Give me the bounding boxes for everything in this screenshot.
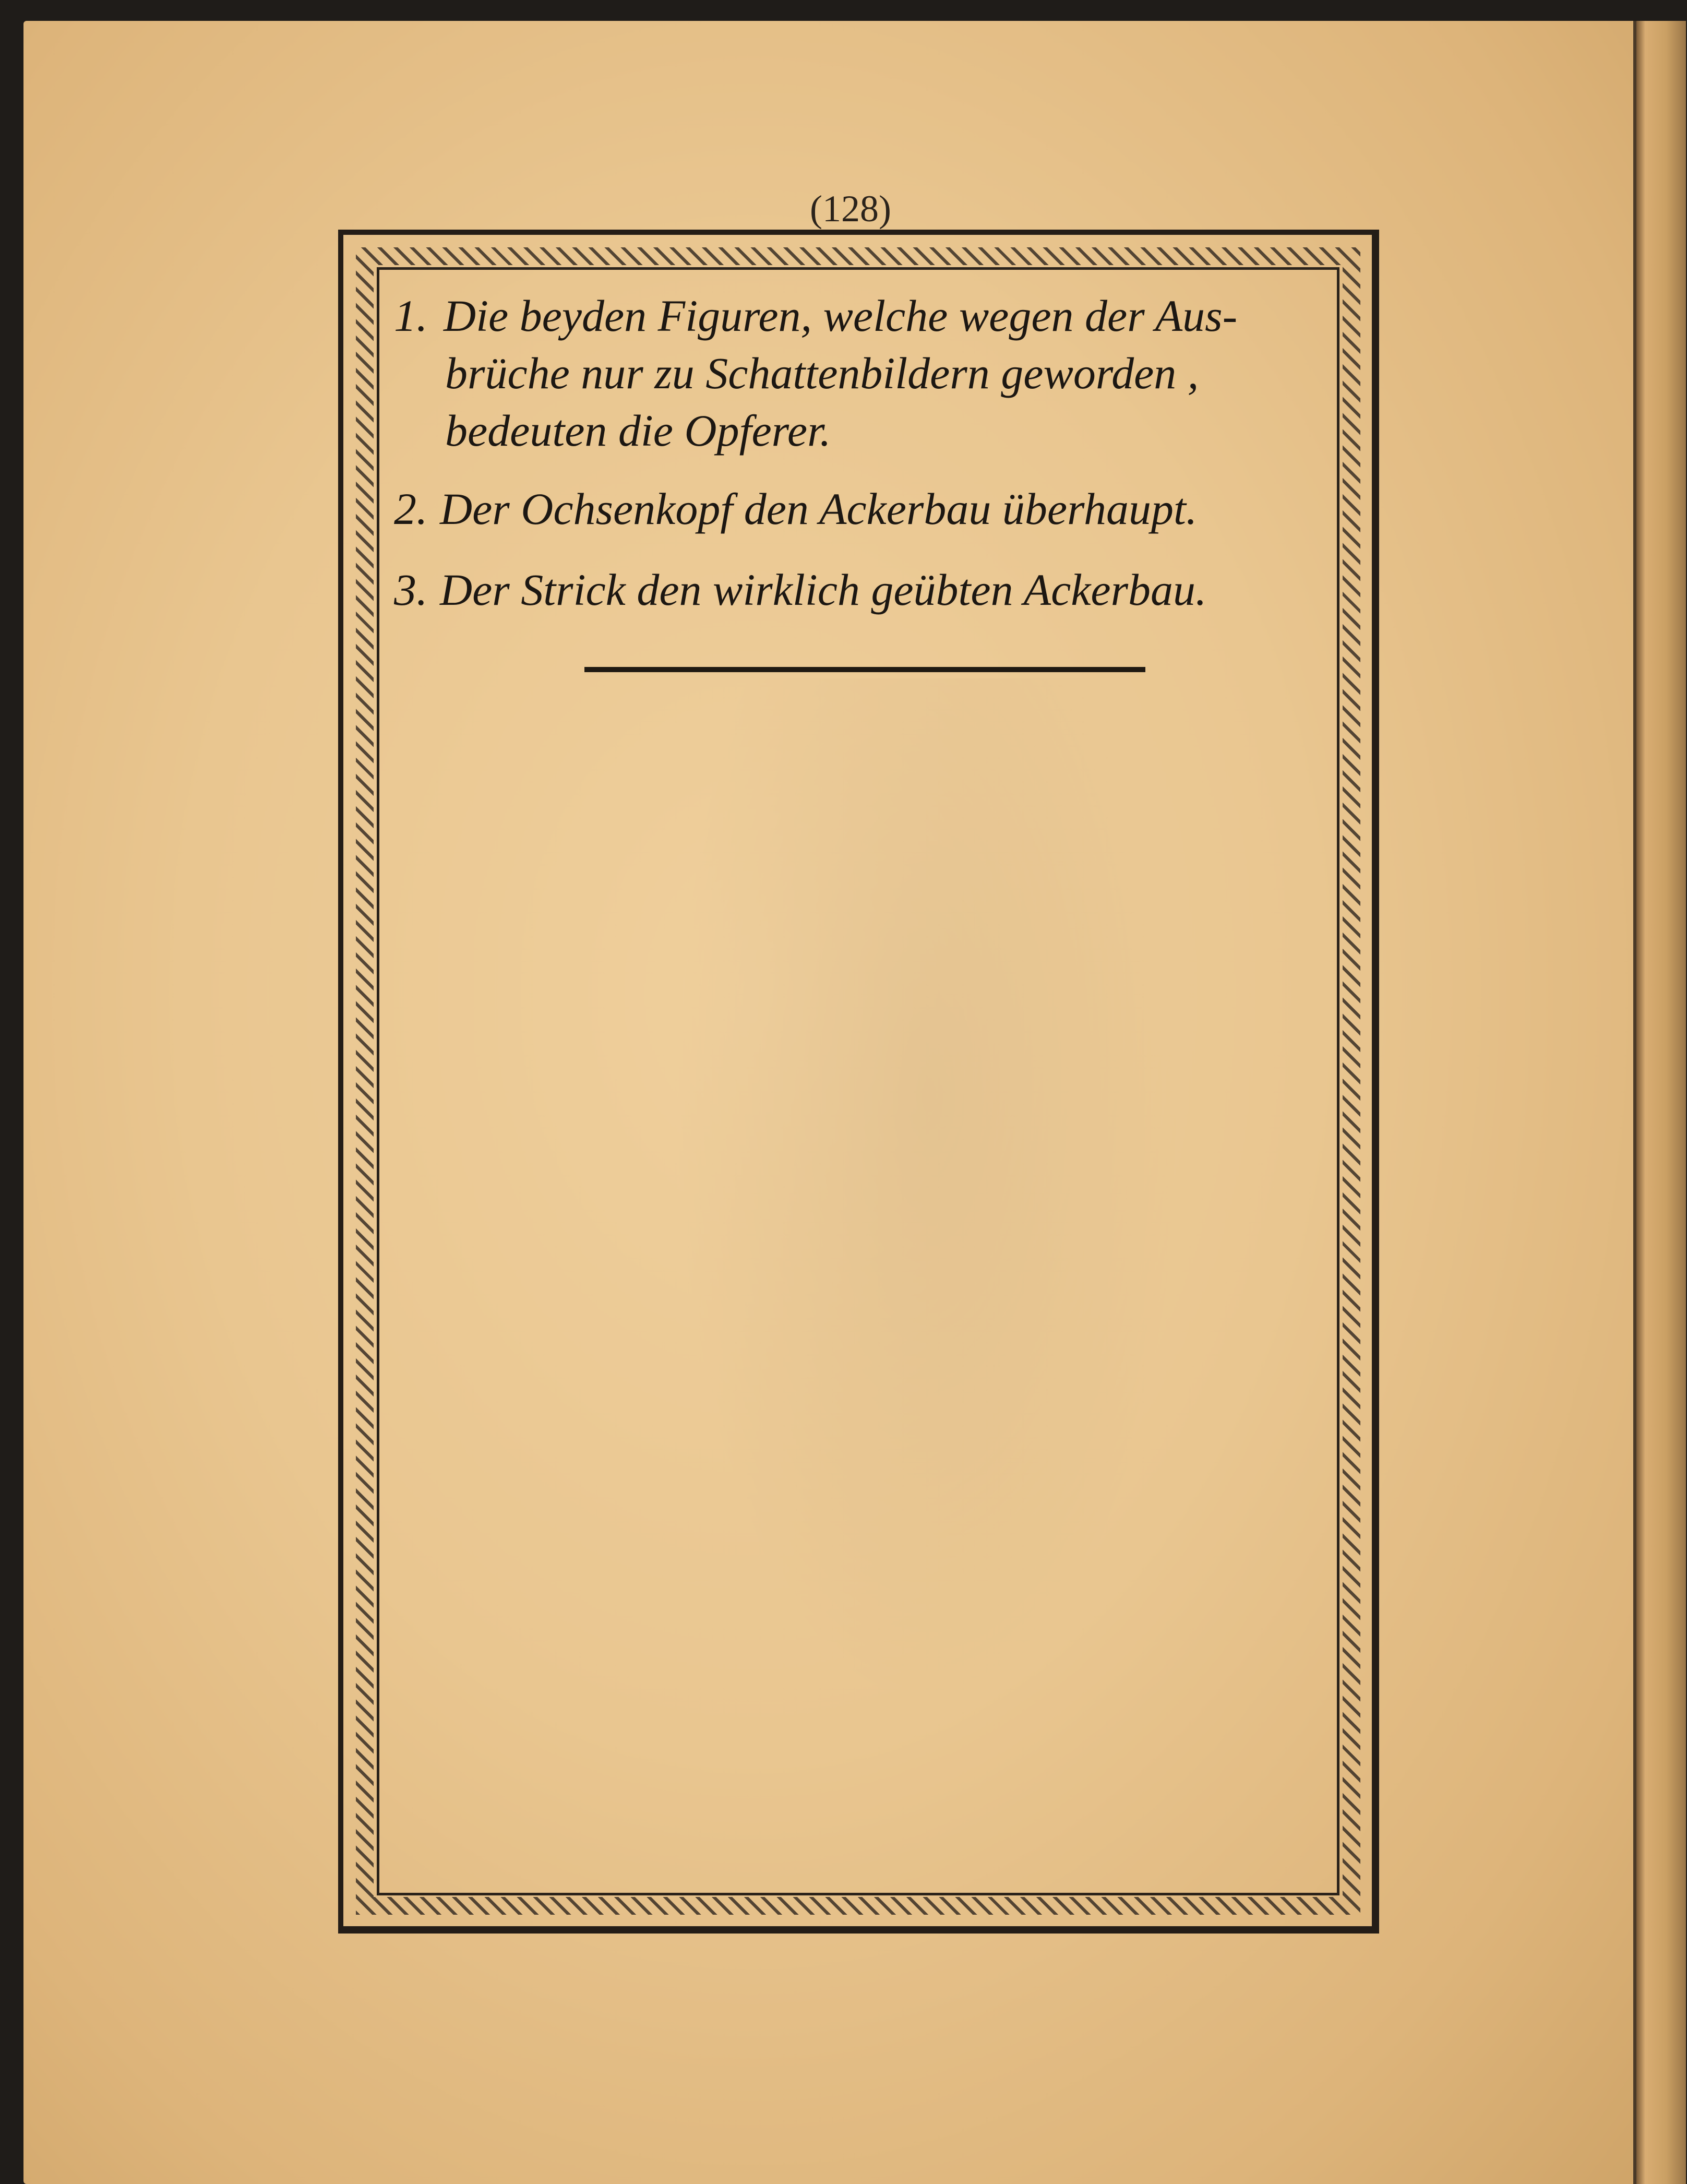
list-item-text-line: brüche nur zu Schattenbildern geworden ,	[445, 348, 1199, 398]
list-item-text-line: Der Ochsenkopf den Ackerbau überhaupt.	[440, 484, 1198, 534]
list-item-number: 3.	[394, 565, 428, 615]
page-number: (128)	[810, 188, 891, 230]
list-item-text-line: bedeuten die Opferer.	[445, 405, 831, 456]
list-item-number: 1.	[394, 291, 428, 341]
facing-page-edge	[1633, 21, 1686, 2184]
list-item-text-line: Der Strick den wirklich geübten Ackerbau.	[440, 565, 1207, 615]
horizontal-rule	[584, 667, 1145, 672]
numbered-list	[384, 271, 1338, 689]
list-item-number: 2.	[394, 484, 428, 534]
list-item-text-line: Die beyden Figuren, welche wegen der Aus-	[444, 291, 1238, 341]
